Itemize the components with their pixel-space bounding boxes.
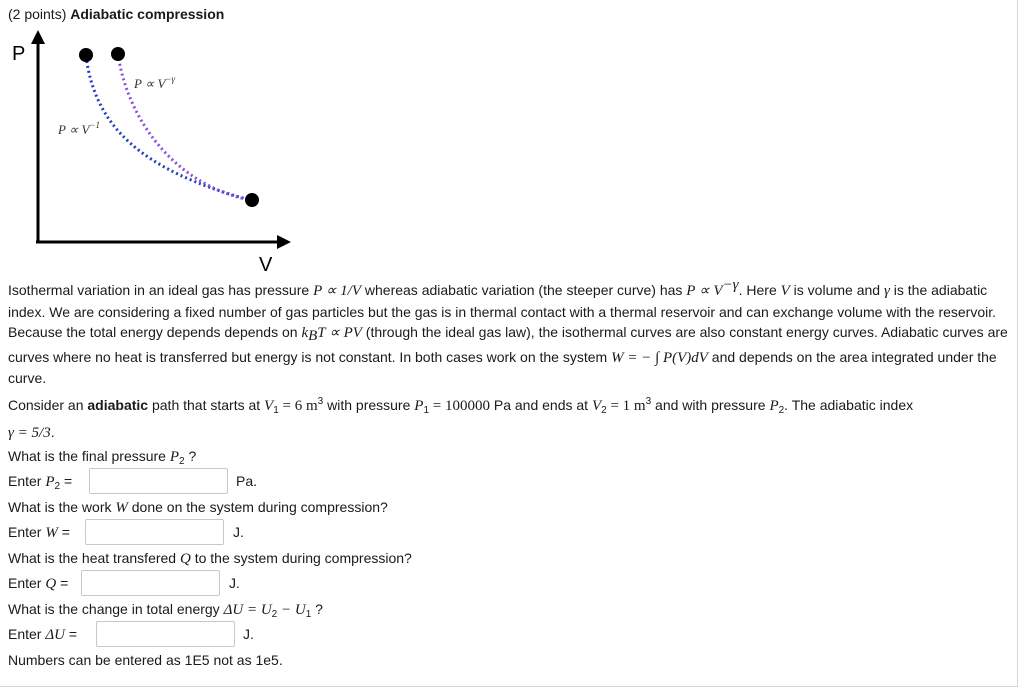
v-axis-arrow — [277, 235, 291, 249]
isothermal-label: $P \propto V^{-1}$ — [58, 120, 101, 137]
unit-label: J. — [233, 524, 244, 540]
p-axis-arrow — [31, 30, 45, 44]
problem-title: Adiabatic compression — [70, 6, 225, 22]
question-energy-change: What is the change in total energy $\Delta U = U_2 - U_1$ ? — [8, 601, 323, 620]
v-axis-label: V — [259, 254, 273, 274]
enter-label: Enter ΔU = — [8, 626, 78, 643]
unit-label: Pa. — [236, 473, 258, 489]
problem-header — [8, 6, 224, 22]
adiabatic-emphasis: adiabatic — [87, 397, 149, 413]
heat-input[interactable] — [81, 570, 220, 596]
enter-label: Enter $P_2$ = — [8, 473, 73, 492]
unit-label: J. — [229, 575, 240, 591]
intro-paragraph: Isothermal variation in an ideal gas has pressure P ∝ 1/V whereas adiabatic variation (the steeper curve) has $P \propto V^{-\gamma}$. Here V is volume and γ is the adiabatic index. We are considering a fixed number of gas particles but the gas is in thermal contact with a thermal reservoir and can exchange volume with the reservoir. Because the total energy depends depends on $k_BT$ ∝ PV (through the ideal gas law), the isothermal curves are also constant energy curves. Adiabatic curves are curves where no heat is transferred but energy is not constant. In both cases work on the system W = − ∫ P(V)dV and depends on the area integrated under the curve. — [8, 277, 1008, 386]
format-note: Numbers can be entered as 1E5 not as 1e5. — [8, 652, 283, 668]
points-label: (2 points) — [8, 6, 67, 22]
adiabatic-label: $P \propto V^{-\gamma}$ — [134, 74, 176, 91]
problem-statement: Consider an adiabatic path that starts at $V_1 = 6$ $m^3$ with pressure $P_1 = 100000$ Pa and ends at $V_2 = 1$ $m^3$ and with pressure $P_2$. The adiabatic index γ = 5/3. — [8, 396, 914, 441]
question-work: What is the work W done on the system during compression? — [8, 499, 388, 516]
adiabatic-start-point — [111, 47, 125, 61]
question-final-pressure: What is the final pressure $P_2$ ? — [8, 448, 197, 467]
pv-diagram — [0, 28, 320, 274]
enter-label: Enter Q = — [8, 575, 69, 592]
question-heat: What is the heat transfered Q to the system during compression? — [8, 550, 412, 567]
p-axis-label: P — [12, 43, 26, 65]
work-input[interactable] — [85, 519, 224, 545]
energy-change-input[interactable] — [96, 621, 235, 647]
isothermal-start-point — [79, 48, 93, 62]
enter-label: Enter W = — [8, 524, 70, 541]
unit-label: J. — [243, 626, 254, 642]
end-point — [245, 193, 259, 207]
final-pressure-input[interactable] — [89, 468, 228, 494]
